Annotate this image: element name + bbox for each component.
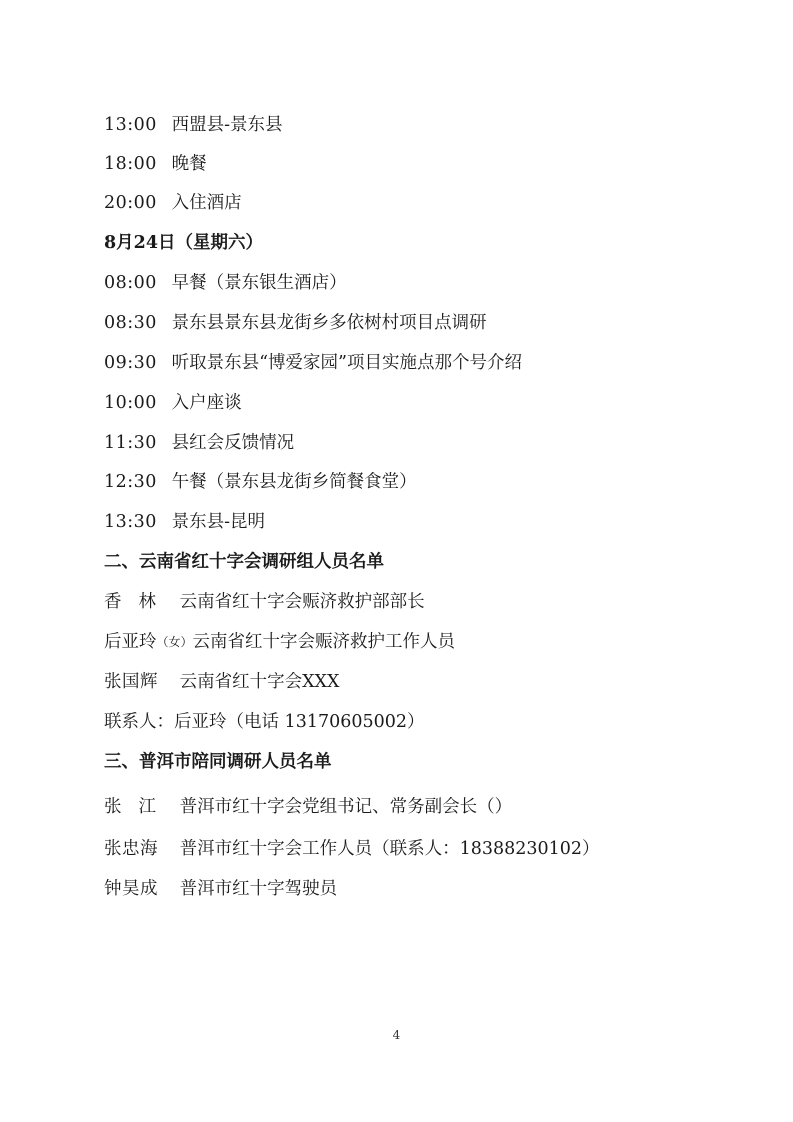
person-row <box>104 590 753 614</box>
schedule-item <box>104 191 753 215</box>
schedule-text: 县红会反馈情况 <box>171 433 295 453</box>
schedule-text: 入住酒店 <box>171 193 242 213</box>
person-role: 普洱市红十字会工作人员（联系人：18388230102） <box>179 839 600 859</box>
schedule-text: 景东县-昆明 <box>171 512 265 532</box>
person-role: 云南省红十字会赈济救护部部长 <box>179 592 425 612</box>
day-heading: 8月24日（星期六） <box>104 233 264 253</box>
schedule-time: 13:00 <box>104 115 157 135</box>
person-row <box>104 837 753 861</box>
person-row <box>104 795 753 819</box>
person-role: 云南省红十字会XXX <box>179 672 340 692</box>
person-row <box>104 877 753 901</box>
schedule-item <box>104 152 753 176</box>
person-row <box>104 630 753 654</box>
schedule-text: 景东县景东县龙街乡多依树村项目点调研 <box>171 313 487 333</box>
contact-line: 联系人：后亚玲（电话 13170605002） <box>104 712 425 732</box>
section-heading: 三、普洱市陪同调研人员名单 <box>104 752 332 772</box>
schedule-text: 早餐（景东银生酒店） <box>171 273 347 293</box>
person-name: 张江 <box>104 797 173 817</box>
schedule-time: 18:00 <box>104 154 157 174</box>
schedule-time: 08:30 <box>104 313 157 333</box>
person-row <box>104 670 753 694</box>
person-note: （女） <box>156 635 193 649</box>
schedule-time: 20:00 <box>104 193 157 213</box>
schedule-text: 晚餐 <box>171 154 207 174</box>
schedule-item <box>104 351 753 375</box>
schedule-time: 12:30 <box>104 472 157 492</box>
schedule-item <box>104 271 753 295</box>
schedule-text: 入户座谈 <box>171 393 242 413</box>
person-role: 普洱市红十字会党组书记、常务副会长（） <box>179 797 513 817</box>
schedule-item <box>104 113 753 137</box>
schedule-item <box>104 431 753 455</box>
schedule-time: 10:00 <box>104 393 157 413</box>
person-name: 张国辉 <box>104 672 158 692</box>
schedule-item <box>104 311 753 335</box>
schedule-text: 午餐（景东县龙街乡简餐食堂） <box>171 472 417 492</box>
schedule-item <box>104 510 753 534</box>
person-name: 香林 <box>104 592 173 612</box>
person-name: 钟昊成 <box>104 879 158 899</box>
person-role: 云南省红十字会赈济救护工作人员 <box>192 632 456 652</box>
schedule-time: 08:00 <box>104 273 157 293</box>
person-name: 张忠海 <box>104 839 158 859</box>
schedule-time: 11:30 <box>104 433 157 453</box>
person-role: 普洱市红十字驾驶员 <box>179 879 338 899</box>
schedule-text: 西盟县-景东县 <box>171 115 283 135</box>
schedule-item <box>104 470 753 494</box>
schedule-time: 13:30 <box>104 512 157 532</box>
person-name: 后亚玲 <box>104 632 157 652</box>
schedule-text: 听取景东县“博爱家园”项目实施点那个号介绍 <box>171 353 522 373</box>
schedule-item <box>104 391 753 415</box>
section-heading: 二、云南省红十字会调研组人员名单 <box>104 552 384 572</box>
schedule-time: 09:30 <box>104 353 157 373</box>
page-number: 4 <box>392 1028 401 1042</box>
